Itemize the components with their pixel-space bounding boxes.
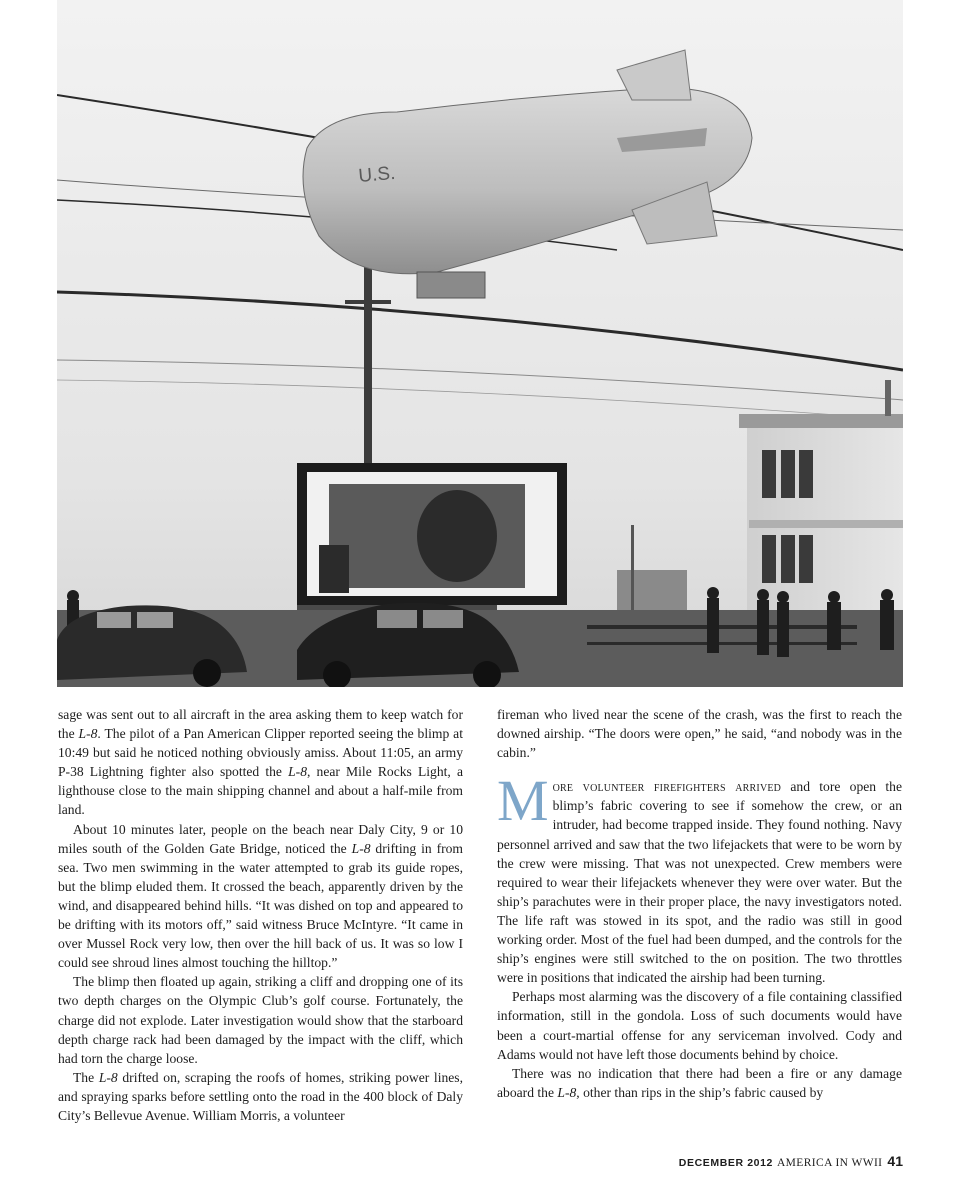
paragraph <box>58 820 463 973</box>
paragraph <box>58 705 463 820</box>
page-number: 41 <box>887 1153 903 1169</box>
paragraph: fireman who lived near the scene of the crash, was the first to reach the downed airship. “The doors were open,” he said, “and nobody was in the cabin.” <box>497 707 902 761</box>
section-paragraph <box>497 768 902 987</box>
airship-name: L-8 <box>288 764 307 780</box>
page-footer <box>679 1153 903 1169</box>
issue-date: DECEMBER 2012 <box>678 1157 773 1169</box>
magazine-name: AMERICA IN WWII <box>776 1157 883 1169</box>
airship-name: L-8 <box>98 1069 118 1085</box>
text: sage was sent out to all aircraft in the area asking them to keep watch for the <box>58 707 463 742</box>
billboard <box>297 463 567 625</box>
paragraph: Perhaps most alarming was the discovery of a file containing classified information, still in the gondola. Loss of such documents would have been a court-martial offense for any serviceman involved. Cody and Adams would not have left those documents behind by choice. <box>497 989 902 1062</box>
text: There was no indication that there had been a fire or any damage aboard the <box>497 1065 902 1100</box>
lead-in: ore volunteer firefighters arrived <box>552 779 782 795</box>
airship-name: L-8 <box>557 1084 577 1100</box>
article-column-left <box>58 705 463 1125</box>
paragraph: The blimp then floated up again, striking a cliff and dropping one of its two depth charges on the Olympic Club’s golf course. Fortunately, the charge did not explode. Later investigation would show that the starboard depth charge rack had been damaged by the impact with the cliff, which had torn the charge loose. <box>58 974 463 1066</box>
airship-marking: U.S. <box>357 162 397 187</box>
airship-name: L-8 <box>351 840 371 856</box>
airship-photograph <box>57 0 903 687</box>
text: The <box>73 1069 95 1085</box>
text: drifted on, scraping the roofs of homes, striking power lines, and spraying sparks before settling onto the road in the 400 block of Daly City’s Bellevue Avenue. William Morris, a volunteer <box>58 1069 463 1123</box>
paragraph <box>58 1068 463 1125</box>
gondola <box>417 272 485 298</box>
text: and tore open the blimp’s fabric covering to see if somehow the crew, or an intruder, had become trapped inside. They found nothing. Navy personnel arrived and saw that the two lifejackets that were to be worn by the crew were missing. That was not unexpected. Crew members were required to wear their lifejackets whenever they were over water. But the ship’s parachutes were in their proper place, the navy investigators noted. The life raft was stowed in its spot, and the radio was still in good working order. Most of the fuel had been dumped, and the controls for the ship’s engines were still switched to the on position. The two throttles were in positions that indicated the airship had been turning. <box>497 779 902 986</box>
airship-name: L-8 <box>78 726 98 742</box>
text: About 10 minutes later, people on the beach near Daly City, 9 or 10 miles south of the Golden Gate Bridge, noticed the <box>58 821 463 856</box>
paragraph <box>497 1064 902 1102</box>
text: , other than rips in the ship’s fabric caused by <box>576 1084 824 1100</box>
drop-cap: M <box>497 768 549 834</box>
article-column-right <box>497 705 902 1102</box>
text: , near Mile Rocks Light, a lighthouse close to the main shipping channel and about a half-mile from land. <box>58 764 463 818</box>
text: drifting in from sea. Two men swimming in the water attempted to grab its guide ropes, but the blimp eluded them. It crossed the beach, apparently driven by the wind, and disappeared behind hills. “It was dished on top and appeared to be drifting with its motors off,” said witness Bruce McIntyre. “It came in over Mussel Rock very low, then over the hill back of us. It was so low I could see shroud lines almost touching the hilltop.” <box>58 840 463 971</box>
text: . The pilot of a Pan American Clipper reported seeing the blimp at 10:49 but said he noticed nothing obviously amiss. About 11:05, an army P-38 Lightning fighter also spotted the <box>58 726 463 780</box>
